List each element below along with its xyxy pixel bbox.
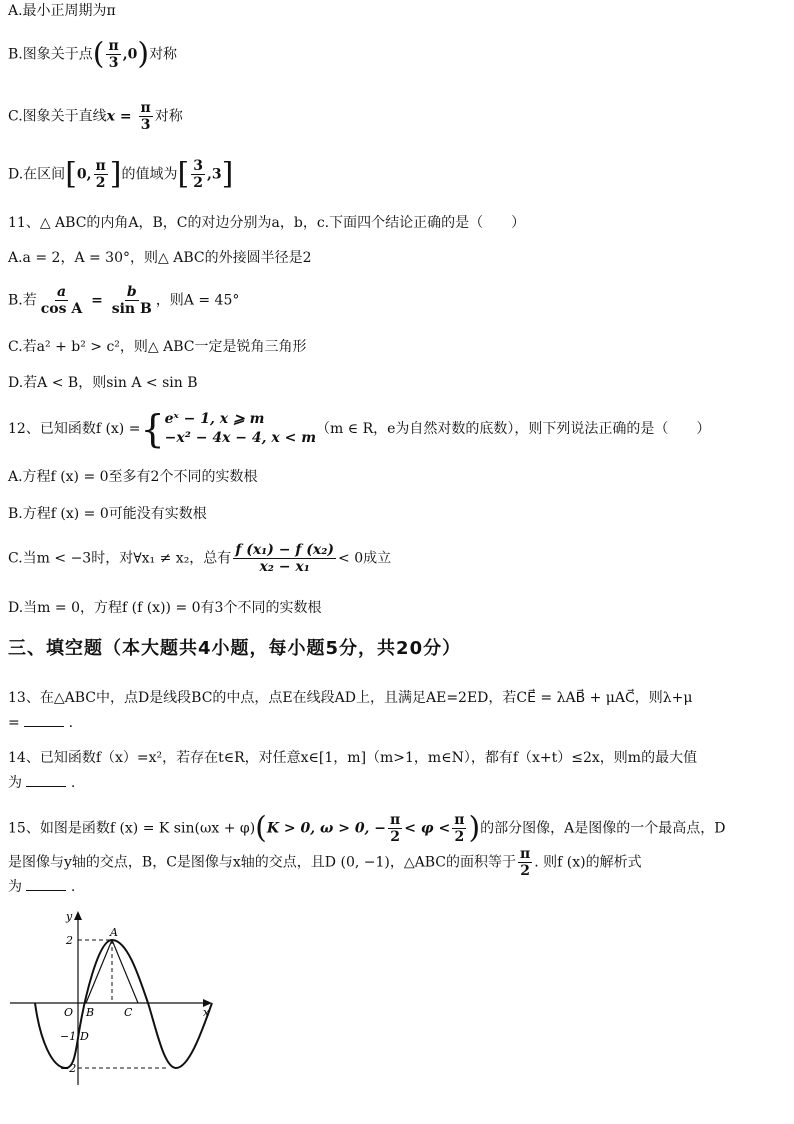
fraction-pi-over-3 xyxy=(139,100,153,133)
q15-period: . xyxy=(70,879,76,895)
sine-curve xyxy=(35,940,212,1068)
q12-option-c-prefix: C.当m < −3时，对∀x₁ ≠ x₂，总有 xyxy=(8,550,232,567)
denominator: 3 xyxy=(140,117,151,133)
q15-answer-blank[interactable] xyxy=(26,876,66,891)
q15-line-1 xyxy=(8,812,726,845)
q12-stem-prefix: 12、已知函数f (x) = xyxy=(8,421,141,437)
sine-graph-figure xyxy=(0,900,240,1090)
fraction-pi-over-2 xyxy=(518,846,532,879)
fraction-b-over-sinB xyxy=(110,284,154,317)
denominator: x₂ − x₁ xyxy=(259,559,310,575)
point-c-label: C xyxy=(124,1006,133,1019)
denominator: 3 xyxy=(108,55,119,71)
q10-option-c xyxy=(8,100,183,133)
q14-period: . xyxy=(70,775,76,791)
numerator: a xyxy=(56,284,67,300)
denominator: 2 xyxy=(193,175,203,191)
q15-condition-start: K > 0, ω > 0, − xyxy=(266,820,387,837)
fraction-difference-quotient xyxy=(233,542,336,575)
fraction-pi-over-2 xyxy=(388,812,402,845)
q15-line-2-suffix: . 则f (x)的解析式 xyxy=(534,854,642,871)
q15-line-2-prefix: 是图像与y轴的交点，B，C是图像与x轴的交点，且D (0, −1)，△ABC的面积等于 xyxy=(8,854,516,871)
q14-answer-blank[interactable] xyxy=(26,772,66,787)
q13-equals: = xyxy=(8,715,20,731)
q11-option-b-suffix: ，则A = 45° xyxy=(155,292,240,309)
numerator: π xyxy=(454,812,465,828)
q11-option-a: A.a = 2，A = 30°，则△ ABC的外接圆半径是2 xyxy=(8,250,312,266)
q10-option-d xyxy=(8,158,233,191)
left-bracket: [ xyxy=(177,156,190,192)
fraction-pi-over-2 xyxy=(94,158,108,191)
equals-sign: = xyxy=(115,108,137,125)
numerator: π xyxy=(519,846,531,862)
numerator: π xyxy=(108,38,119,54)
y-axis-label: y xyxy=(66,910,73,923)
q13-answer-blank[interactable] xyxy=(24,712,64,727)
denominator: 2 xyxy=(454,829,465,845)
q12-stem xyxy=(8,407,711,451)
left-paren: ( xyxy=(92,36,105,72)
denominator: sin B xyxy=(111,301,152,317)
q10-option-d-prefix: D.在区间 xyxy=(8,166,66,183)
q10-option-a: A.最小正周期为π xyxy=(8,3,116,19)
numerator: π xyxy=(95,158,106,174)
denominator: cos A xyxy=(40,301,83,317)
denominator: 2 xyxy=(520,863,530,879)
left-bracket: [ xyxy=(65,156,77,192)
fraction-pi-over-2 xyxy=(452,812,466,845)
triangle-side-ba xyxy=(86,940,112,1003)
x-axis-label: x xyxy=(203,1006,210,1019)
point-zero: ,0 xyxy=(122,46,138,63)
q14-line-2 xyxy=(8,772,75,792)
point-d-label: D xyxy=(80,1030,89,1043)
piece-case-1: eˣ − 1, x ⩾ m xyxy=(164,411,265,427)
fraction-3-over-2 xyxy=(191,158,205,191)
equals-sign: = xyxy=(86,292,108,309)
denominator: 2 xyxy=(95,175,106,191)
point-a-label: A xyxy=(110,926,118,939)
numerator: π xyxy=(390,812,401,828)
q12-option-a: A.方程f (x) = 0至多有2个不同的实数根 xyxy=(8,469,258,485)
origin-label: O xyxy=(64,1006,74,1019)
fraction-a-over-cosA xyxy=(39,284,84,317)
q14-line-1: 14、已知函数f（x）=x²，若存在t∈R，对任意x∈[1，m]（m>1，m∈N），都有f（x+t）≤2x，则m的最大值 xyxy=(8,750,698,766)
q12-option-c-suffix: < 0成立 xyxy=(338,550,392,567)
q15-condition-mid: < φ < xyxy=(404,820,451,837)
tick-label-minus-1: −1 xyxy=(60,1030,77,1043)
var-x: x xyxy=(106,108,116,125)
fraction-pi-over-3 xyxy=(106,38,120,71)
q10-option-b-prefix: B.图象关于点 xyxy=(8,46,93,63)
y-axis-arrow xyxy=(74,911,82,920)
q12-option-c xyxy=(8,542,391,575)
numerator: f (x₁) − f (x₂) xyxy=(235,542,335,558)
q14-prefix: 为 xyxy=(8,775,22,791)
denominator: 2 xyxy=(390,829,401,845)
section-3-heading: 三、填空题（本大题共4小题，每小题5分，共20分） xyxy=(8,638,462,659)
interval-zero: 0, xyxy=(76,166,92,183)
right-bracket: ] xyxy=(109,156,122,192)
q10-option-b xyxy=(8,38,177,71)
q15-function: 15、如图是函数f (x) = K sin(ωx + φ) xyxy=(8,820,256,837)
q11-option-d: D.若A < B，则sin A < sin B xyxy=(8,375,198,391)
piece-case-2: −x² − 4x − 4, x < m xyxy=(164,430,317,446)
numerator: 3 xyxy=(193,158,203,174)
q10-option-c-prefix: C.图象关于直线 xyxy=(8,108,107,125)
numerator: b xyxy=(126,284,137,300)
tick-label-2: 2 xyxy=(66,934,73,947)
point-b-label: B xyxy=(86,1006,95,1019)
q12-stem-suffix: （m ∈ R，e为自然对数的底数），则下列说法正确的是（ ） xyxy=(316,421,711,437)
right-paren: ) xyxy=(137,36,150,72)
q13-line-1: 13、在△ABC中，点D是线段BC的中点，点E在线段AD上，且满足AE=2ED，若CE⃗ = λAB⃗ + μAC⃗，则λ+μ xyxy=(8,690,693,706)
left-brace: { xyxy=(140,407,165,451)
q13-period: . xyxy=(68,715,74,731)
q11-option-b xyxy=(8,284,239,317)
q10-option-c-suffix: 对称 xyxy=(154,108,183,125)
right-bracket: ] xyxy=(221,156,234,192)
q12-option-d: D.当m = 0，方程f (f (x)) = 0有3个不同的实数根 xyxy=(8,600,322,616)
q12-option-b: B.方程f (x) = 0可能没有实数根 xyxy=(8,506,207,522)
interval-three: ,3 xyxy=(206,166,222,183)
piecewise-cases xyxy=(165,410,316,448)
q15-line-1-suffix: 的部分图像，A是图像的一个最高点，D xyxy=(480,820,726,837)
q15-line-2 xyxy=(8,846,642,879)
numerator: π xyxy=(140,100,151,116)
q11-option-c: C.若a² + b² > c²，则△ ABC一定是锐角三角形 xyxy=(8,339,307,355)
right-paren: ) xyxy=(468,810,481,846)
q13-line-2 xyxy=(8,712,73,732)
q10-option-d-middle: 的值域为 xyxy=(121,166,178,183)
q11-stem: 11、△ ABC的内角A，B，C的对边分别为a，b，c.下面四个结论正确的是（ ） xyxy=(8,215,526,231)
q15-prefix: 为 xyxy=(8,879,22,895)
q15-line-3 xyxy=(8,876,75,896)
q10-option-b-suffix: 对称 xyxy=(149,46,178,63)
left-paren: ( xyxy=(255,810,267,846)
tick-label-minus-2: −2 xyxy=(60,1062,77,1075)
q11-option-b-prefix: B.若 xyxy=(8,292,37,309)
